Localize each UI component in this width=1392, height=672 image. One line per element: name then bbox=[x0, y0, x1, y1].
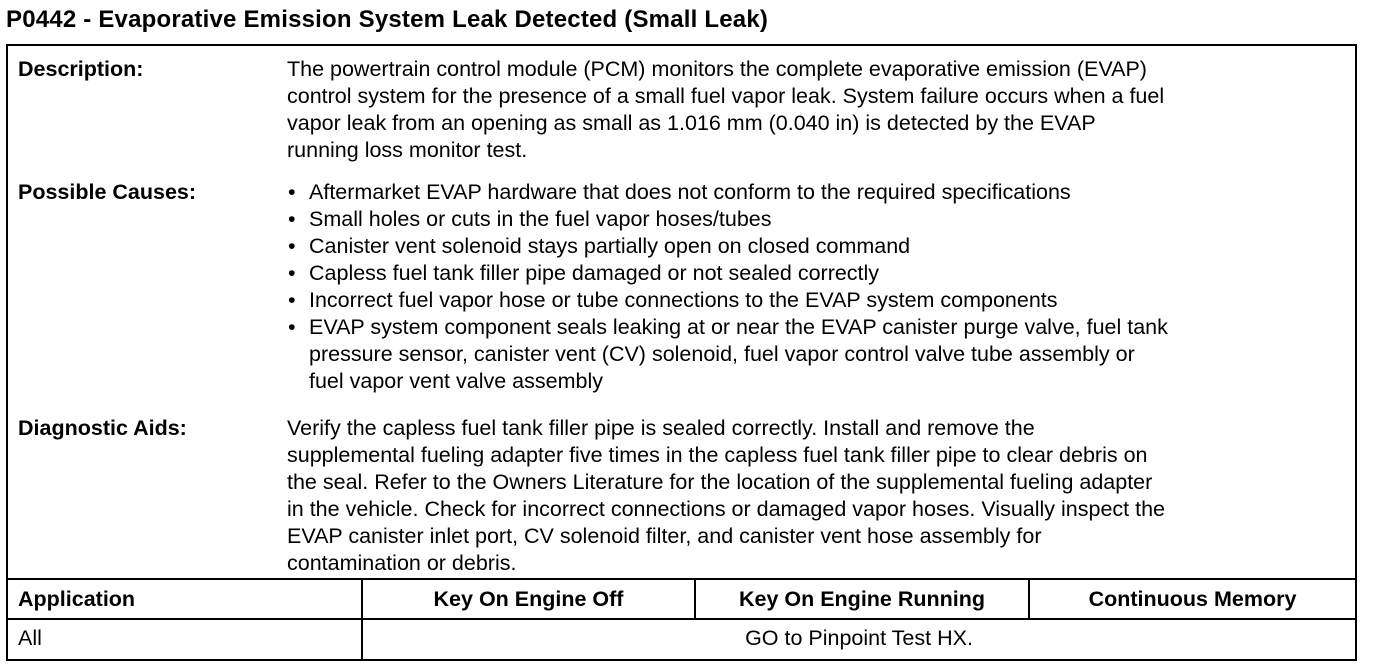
dtc-sheet bbox=[6, 44, 1357, 661]
description-label: Description: bbox=[18, 57, 144, 81]
description-line: The powertrain control module (PCM) monitors the complete evaporative emission (EVAP) bbox=[287, 57, 1147, 81]
application-table bbox=[8, 578, 1355, 659]
list-item: • Aftermarket EVAP hardware that does not conform to the required specifications bbox=[287, 179, 1347, 206]
diagnostic-aids-line: in the vehicle. Check for incorrect connections or damaged vapor hoses. Visually inspect the bbox=[287, 497, 1165, 521]
possible-causes-list-wrap bbox=[287, 179, 1347, 395]
diagnostic-aids-text bbox=[287, 415, 1347, 577]
diagnostic-aids-line: EVAP canister inlet port, CV solenoid filter, and canister vent hose assembly for bbox=[287, 524, 1042, 548]
diagnostic-aids-line: the seal. Refer to the Owners Literature for the location of the supplemental fueling adapter bbox=[287, 470, 1153, 494]
diagnostic-aids-line: Verify the capless fuel tank filler pipe is sealed correctly. Install and remove the bbox=[287, 416, 1035, 440]
table-divider bbox=[8, 618, 1355, 620]
table-header-koer: Key On Engine Running bbox=[738, 587, 986, 611]
description-line: vapor leak from an opening as small as 1.016 mm (0.040 in) is detected by the EVAP bbox=[287, 111, 1096, 135]
description-text bbox=[287, 56, 1347, 164]
description-line: running loss monitor test. bbox=[287, 138, 528, 162]
list-item: • EVAP system component seals leaking at or near the EVAP canister purge valve, fuel tank pressure sensor, canister vent (CV) solenoid, fuel vapor control valve tube assembly or fuel vapor vent valve assembly bbox=[287, 314, 1347, 395]
list-item: • Incorrect fuel vapor hose or tube connections to the EVAP system components bbox=[287, 287, 1347, 314]
diagnostic-aids-line: supplemental fueling adapter five times in the capless fuel tank filler pipe to clear debris on bbox=[287, 443, 1148, 467]
possible-causes-label: Possible Causes: bbox=[18, 180, 197, 204]
list-item: • Small holes or cuts in the fuel vapor hoses/tubes bbox=[287, 206, 1347, 233]
possible-causes-list bbox=[287, 179, 1347, 395]
table-cell-application: All bbox=[18, 626, 42, 650]
list-item: • Capless fuel tank filler pipe damaged or not sealed correctly bbox=[287, 260, 1347, 287]
diagnostic-aids-line: contamination or debris. bbox=[287, 551, 517, 575]
table-header-koeo: Key On Engine Off bbox=[433, 587, 624, 611]
page-title: P0442 - Evaporative Emission System Leak Detected (Small Leak) bbox=[6, 6, 769, 33]
table-header-application: Application bbox=[18, 587, 136, 611]
table-header-continuous-memory: Continuous Memory bbox=[1088, 587, 1297, 611]
description-line: control system for the presence of a small fuel vapor leak. System failure occurs when a fuel bbox=[287, 84, 1165, 108]
list-item: • Canister vent solenoid stays partially open on closed command bbox=[287, 233, 1347, 260]
table-cell-action: GO to Pinpoint Test HX. bbox=[745, 626, 973, 650]
diagnostic-aids-label: Diagnostic Aids: bbox=[18, 416, 187, 440]
